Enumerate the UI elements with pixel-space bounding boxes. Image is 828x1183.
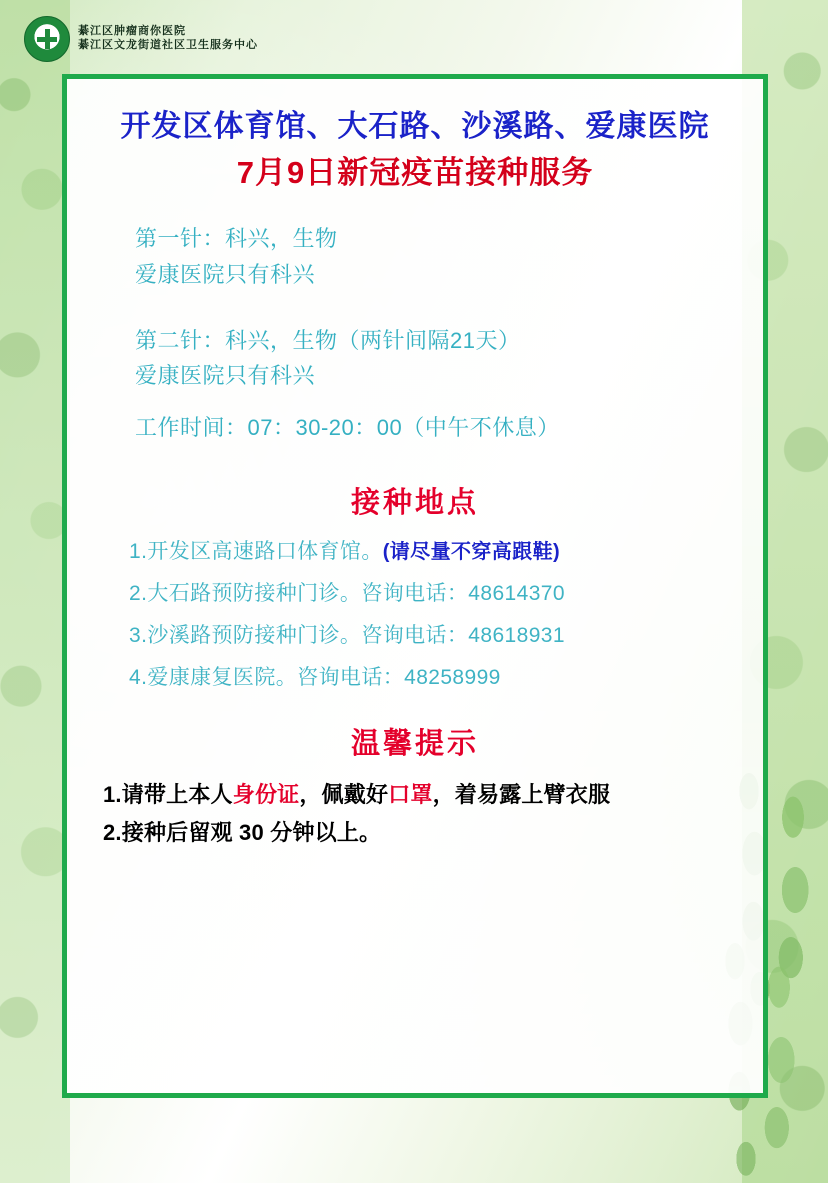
list-item xyxy=(129,531,741,573)
hospital-name xyxy=(78,25,258,53)
working-hours: 工作时间：07：30-20：00（中午不休息） xyxy=(135,414,560,440)
location-text: 1.开发区高速路口体育馆。 xyxy=(129,539,383,563)
dose2-label: 第二针：科兴，生物（两针间隔21天） xyxy=(135,327,521,353)
dose2-note: 爱康医院只有科兴 xyxy=(135,363,316,389)
list-item xyxy=(129,573,741,615)
list-item xyxy=(129,657,741,699)
dose1-note: 爱康医院只有科兴 xyxy=(135,262,316,288)
location-text: 4.爱康康复医院。咨询电话：48258999 xyxy=(129,665,501,689)
tip1-highlight-mask: 口罩 xyxy=(388,781,433,807)
tips-heading: 温馨提示 xyxy=(350,727,479,760)
locations-list xyxy=(89,531,741,699)
tip1-highlight-id: 身份证 xyxy=(232,781,300,807)
medical-cross-icon xyxy=(24,16,70,62)
spacer xyxy=(135,394,741,410)
tip1-part-b: ，佩戴好 xyxy=(299,781,389,807)
schedule-block xyxy=(89,221,741,445)
tips-list xyxy=(89,776,741,853)
list-item: 2.接种后留观 30 分钟以上。 xyxy=(103,820,382,846)
leaf-decoration-left xyxy=(0,0,70,1183)
location-note: (请尽量不穿高跟鞋) xyxy=(382,540,561,563)
hospital-logo xyxy=(24,16,258,62)
notice-panel xyxy=(62,74,768,1098)
list-item xyxy=(129,615,741,657)
hospital-name-line1: 綦江区肿瘤商你医院 xyxy=(78,25,186,38)
dose1-label: 第一针：科兴，生物 xyxy=(135,226,338,252)
location-text: 3.沙溪路预防接种门诊。咨询电话：48618931 xyxy=(129,623,565,647)
page-title-line1: 开发区体育馆、大石路、沙溪路、爱康医院 xyxy=(120,110,710,143)
location-text: 2.大石路预防接种门诊。咨询电话：48614370 xyxy=(129,581,565,605)
spacer xyxy=(135,293,741,323)
page-title-line2: 7月9日新冠疫苗接种服务 xyxy=(236,154,594,190)
tip1-part-c: ，着易露上臂衣服 xyxy=(432,781,611,807)
hospital-name-line2: 綦江区文龙街道社区卫生服务中心 xyxy=(78,39,258,51)
list-item xyxy=(103,776,741,815)
tip1-part-a: 1.请带上本人 xyxy=(103,781,233,807)
locations-heading: 接种地点 xyxy=(350,486,479,519)
